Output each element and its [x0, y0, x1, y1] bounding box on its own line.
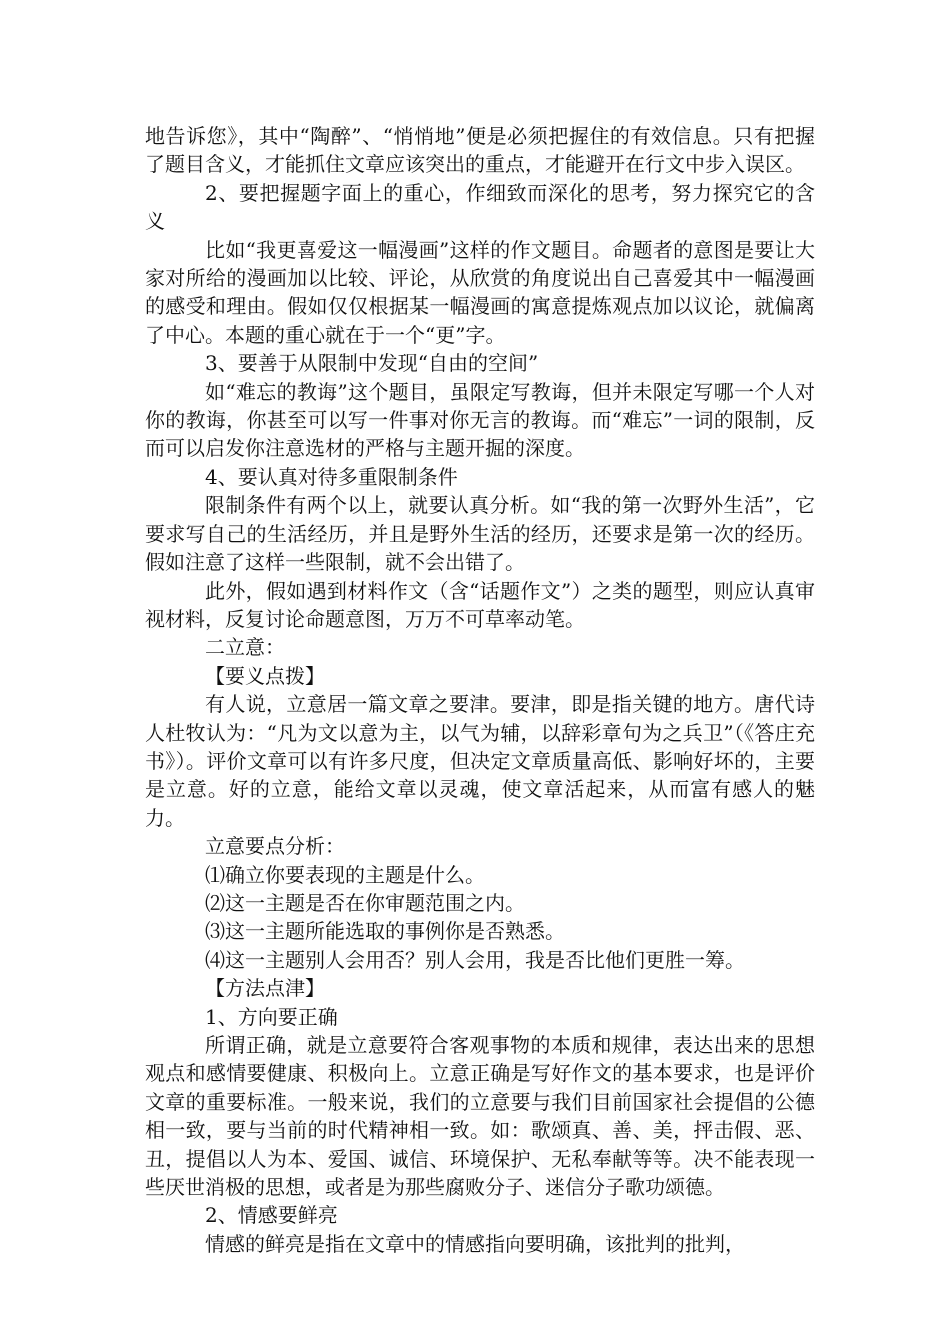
- subheading: 立意要点分析：: [205, 834, 345, 859]
- chapter-heading: 二立意：: [205, 635, 285, 660]
- paragraph: 此外，假如遇到材料作文（含“话题作文”）之类的题型，则应认真审视材料，反复讨论命题意图，万万不可草率动笔。: [145, 578, 815, 631]
- paragraph: 有人说，立意居一篇文章之要津。要津，即是指关键的地方。唐代诗人杜牧认为：“凡为文以意为主，以气为辅，以辞彩章句为之兵卫”（《答庄充书》）。评价文章可以有许多尺度，但决定文章质量高低、影响好坏的，主要是立意。好的立意，能给文章以灵魂，使文章活起来，从而富有感人的魅力。: [145, 692, 815, 830]
- list-item: ⑴确立你要表现的主题是什么。: [205, 862, 485, 887]
- list-item: ⑶这一主题所能选取的事例你是否熟悉。: [205, 919, 565, 944]
- section-heading: 3、要善于从限制中发现“自由的空间”: [205, 351, 539, 376]
- paragraph: 所谓正确，就是立意要符合客观事物的本质和规律，表达出来的思想观点和感情要健康、积极向上。立意正确是写好作文的基本要求，也是评价文章的重要标准。一般来说，我们的立意要与我们目前国家社会提倡的公德相一致，要与当前的时代精神相一致。如：歌颂真、善、美，抨击假、恶、丑，提倡以人为本、爱国、诚信、环境保护、无私奉献等等。决不能表现一些厌世消极的思想，或者是为那些腐败分子、迷信分子歌功颂德。: [145, 1033, 815, 1200]
- section-heading: 1、方向要正确: [205, 1004, 338, 1029]
- section-heading: 2、要把握题字面上的重心，作细致而深化的思考，努力探究它的含义: [145, 180, 815, 234]
- paragraph: 如“难忘的教诲”这个题目，虽限定写教诲，但并未限定写哪一个人对你的教诲，你甚至可以写一件事对你无言的教诲。而“难忘”一词的限制，反而可以启发你注意选材的严格与主题开掘的深度。: [145, 379, 815, 461]
- list-item: ⑵这一主题是否在你审题范围之内。: [205, 890, 525, 915]
- paragraph: 比如“我更喜爱这一幅漫画”这样的作文题目。命题者的意图是要让大家对所给的漫画加以比较、评论，从欣赏的角度说出自己喜爱其中一幅漫画的感受和理由。假如仅仅根据某一幅漫画的寓意提炼观点加以议论，就偏离了中心。本题的重心就在于一个“更”字。: [145, 237, 815, 347]
- section-heading: 4、要认真对待多重限制条件: [205, 464, 458, 489]
- section-heading: 2、情感要鲜亮: [205, 1203, 338, 1228]
- document-body: [145, 122, 815, 1258]
- paragraph: 限制条件有两个以上，就要认真分析。如“我的第一次野外生活”，它要求写自己的生活经历，并且是野外生活的经历，还要求是第一次的经历。假如注意了这样一些限制，就不会出错了。: [145, 493, 815, 575]
- paragraph: 情感的鲜亮是指在文章中的情感指向要明确，该批判的批判，: [205, 1231, 745, 1256]
- paragraph: 地告诉您》，其中“陶醉”、“悄悄地”便是必须把握住的有效信息。只有把握了题目含义，才能抓住文章应该突出的重点，才能避开在行文中步入误区。: [145, 124, 815, 177]
- list-item: ⑷这一主题别人会用否？别人会用，我是否比他们更胜一筹。: [205, 947, 745, 972]
- bracket-heading: 【方法点津】: [205, 976, 325, 1001]
- bracket-heading: 【要义点拨】: [205, 663, 325, 688]
